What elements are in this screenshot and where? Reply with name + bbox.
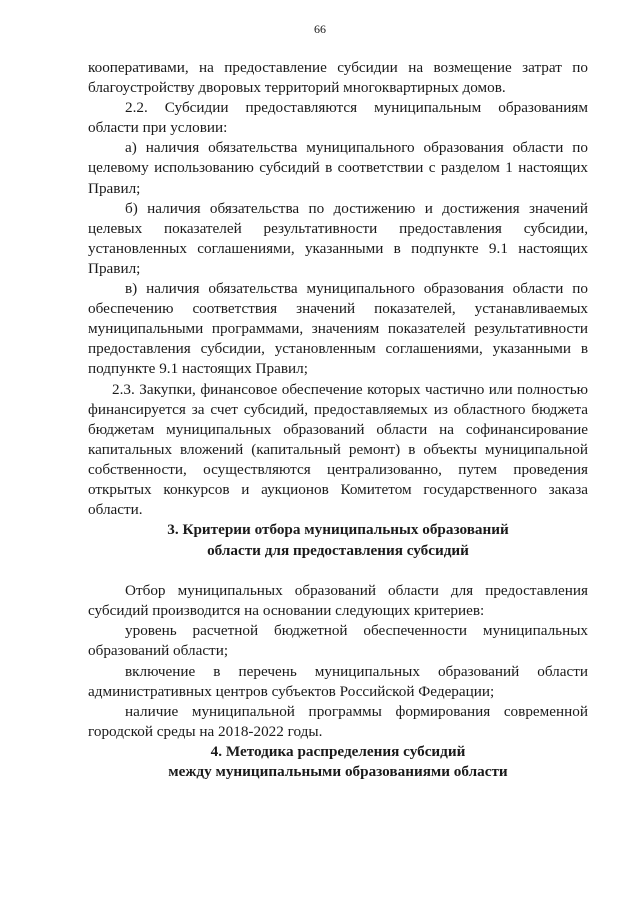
paragraph-2-2: 2.2. Субсидии предоставляются муниципальным образованиям области при условии:	[88, 99, 588, 137]
document-body	[88, 58, 588, 783]
page-number: 66	[314, 22, 326, 36]
section-3-heading	[88, 520, 588, 561]
criterion-budget-provision: уровень расчетной бюджетной обеспеченности муниципальных образований области;	[88, 622, 588, 660]
section-4-heading-line-2: между муниципальными образованиями области	[168, 763, 508, 781]
criterion-municipal-program: наличие муниципальной программы формирования современной городской среды на 2018-2022 годы.	[88, 702, 588, 740]
paragraph-selection-criteria: Отбор муниципальных образований области для предоставления субсидий производится на основании следующих критериев:	[88, 582, 588, 620]
section-3-heading-line-2: области для предоставления субсидий	[207, 541, 469, 559]
paragraph-2-2-a: а) наличия обязательства муниципального образования области по целевому использованию субсидий в соответствии с разделом 1 настоящих Правил;	[88, 139, 588, 197]
section-4-heading-line-1: 4. Методика распределения субсидий	[210, 742, 466, 760]
section-3-heading-line-1: 3. Критерии отбора муниципальных образований	[167, 521, 509, 539]
paragraph-cooperatives: кооперативами, на предоставление субсидии на возмещение затрат по благоустройству дворовых территорий многоквартирных домов.	[88, 59, 588, 97]
criterion-admin-centers: включение в перечень муниципальных образований области административных центров субъектов Российской Федерации;	[88, 662, 588, 700]
section-4-heading	[88, 742, 588, 783]
paragraph-2-2-b: б) наличия обязательства по достижению и достижения значений целевых показателей результативности предоставления субсидии, установленных соглашениями, указанными в подпункте 9.1 настоящих Правил;	[88, 199, 588, 277]
paragraph-2-3: 2.3. Закупки, финансовое обеспечение которых частично или полностью финансируется за счет субсидий, предоставляемых из областного бюджета бюджетам муниципальных образований области на софинансирование капитальных вложений (капитальный ремонт) в объекты муниципальной собственности, осуществляются централизованно, путем проведения открытых конкурсов и аукционов Комитетом государственного заказа области.	[88, 380, 588, 519]
paragraph-2-2-v: в) наличия обязательства муниципального образования области по обеспечению соответствия значений показателей, устанавливаемых муниципальными программами, значениям показателей результативности предоставления субсидии, установленным соглашениями, указанными в подпункте 9.1 настоящих Правил;	[88, 280, 588, 378]
